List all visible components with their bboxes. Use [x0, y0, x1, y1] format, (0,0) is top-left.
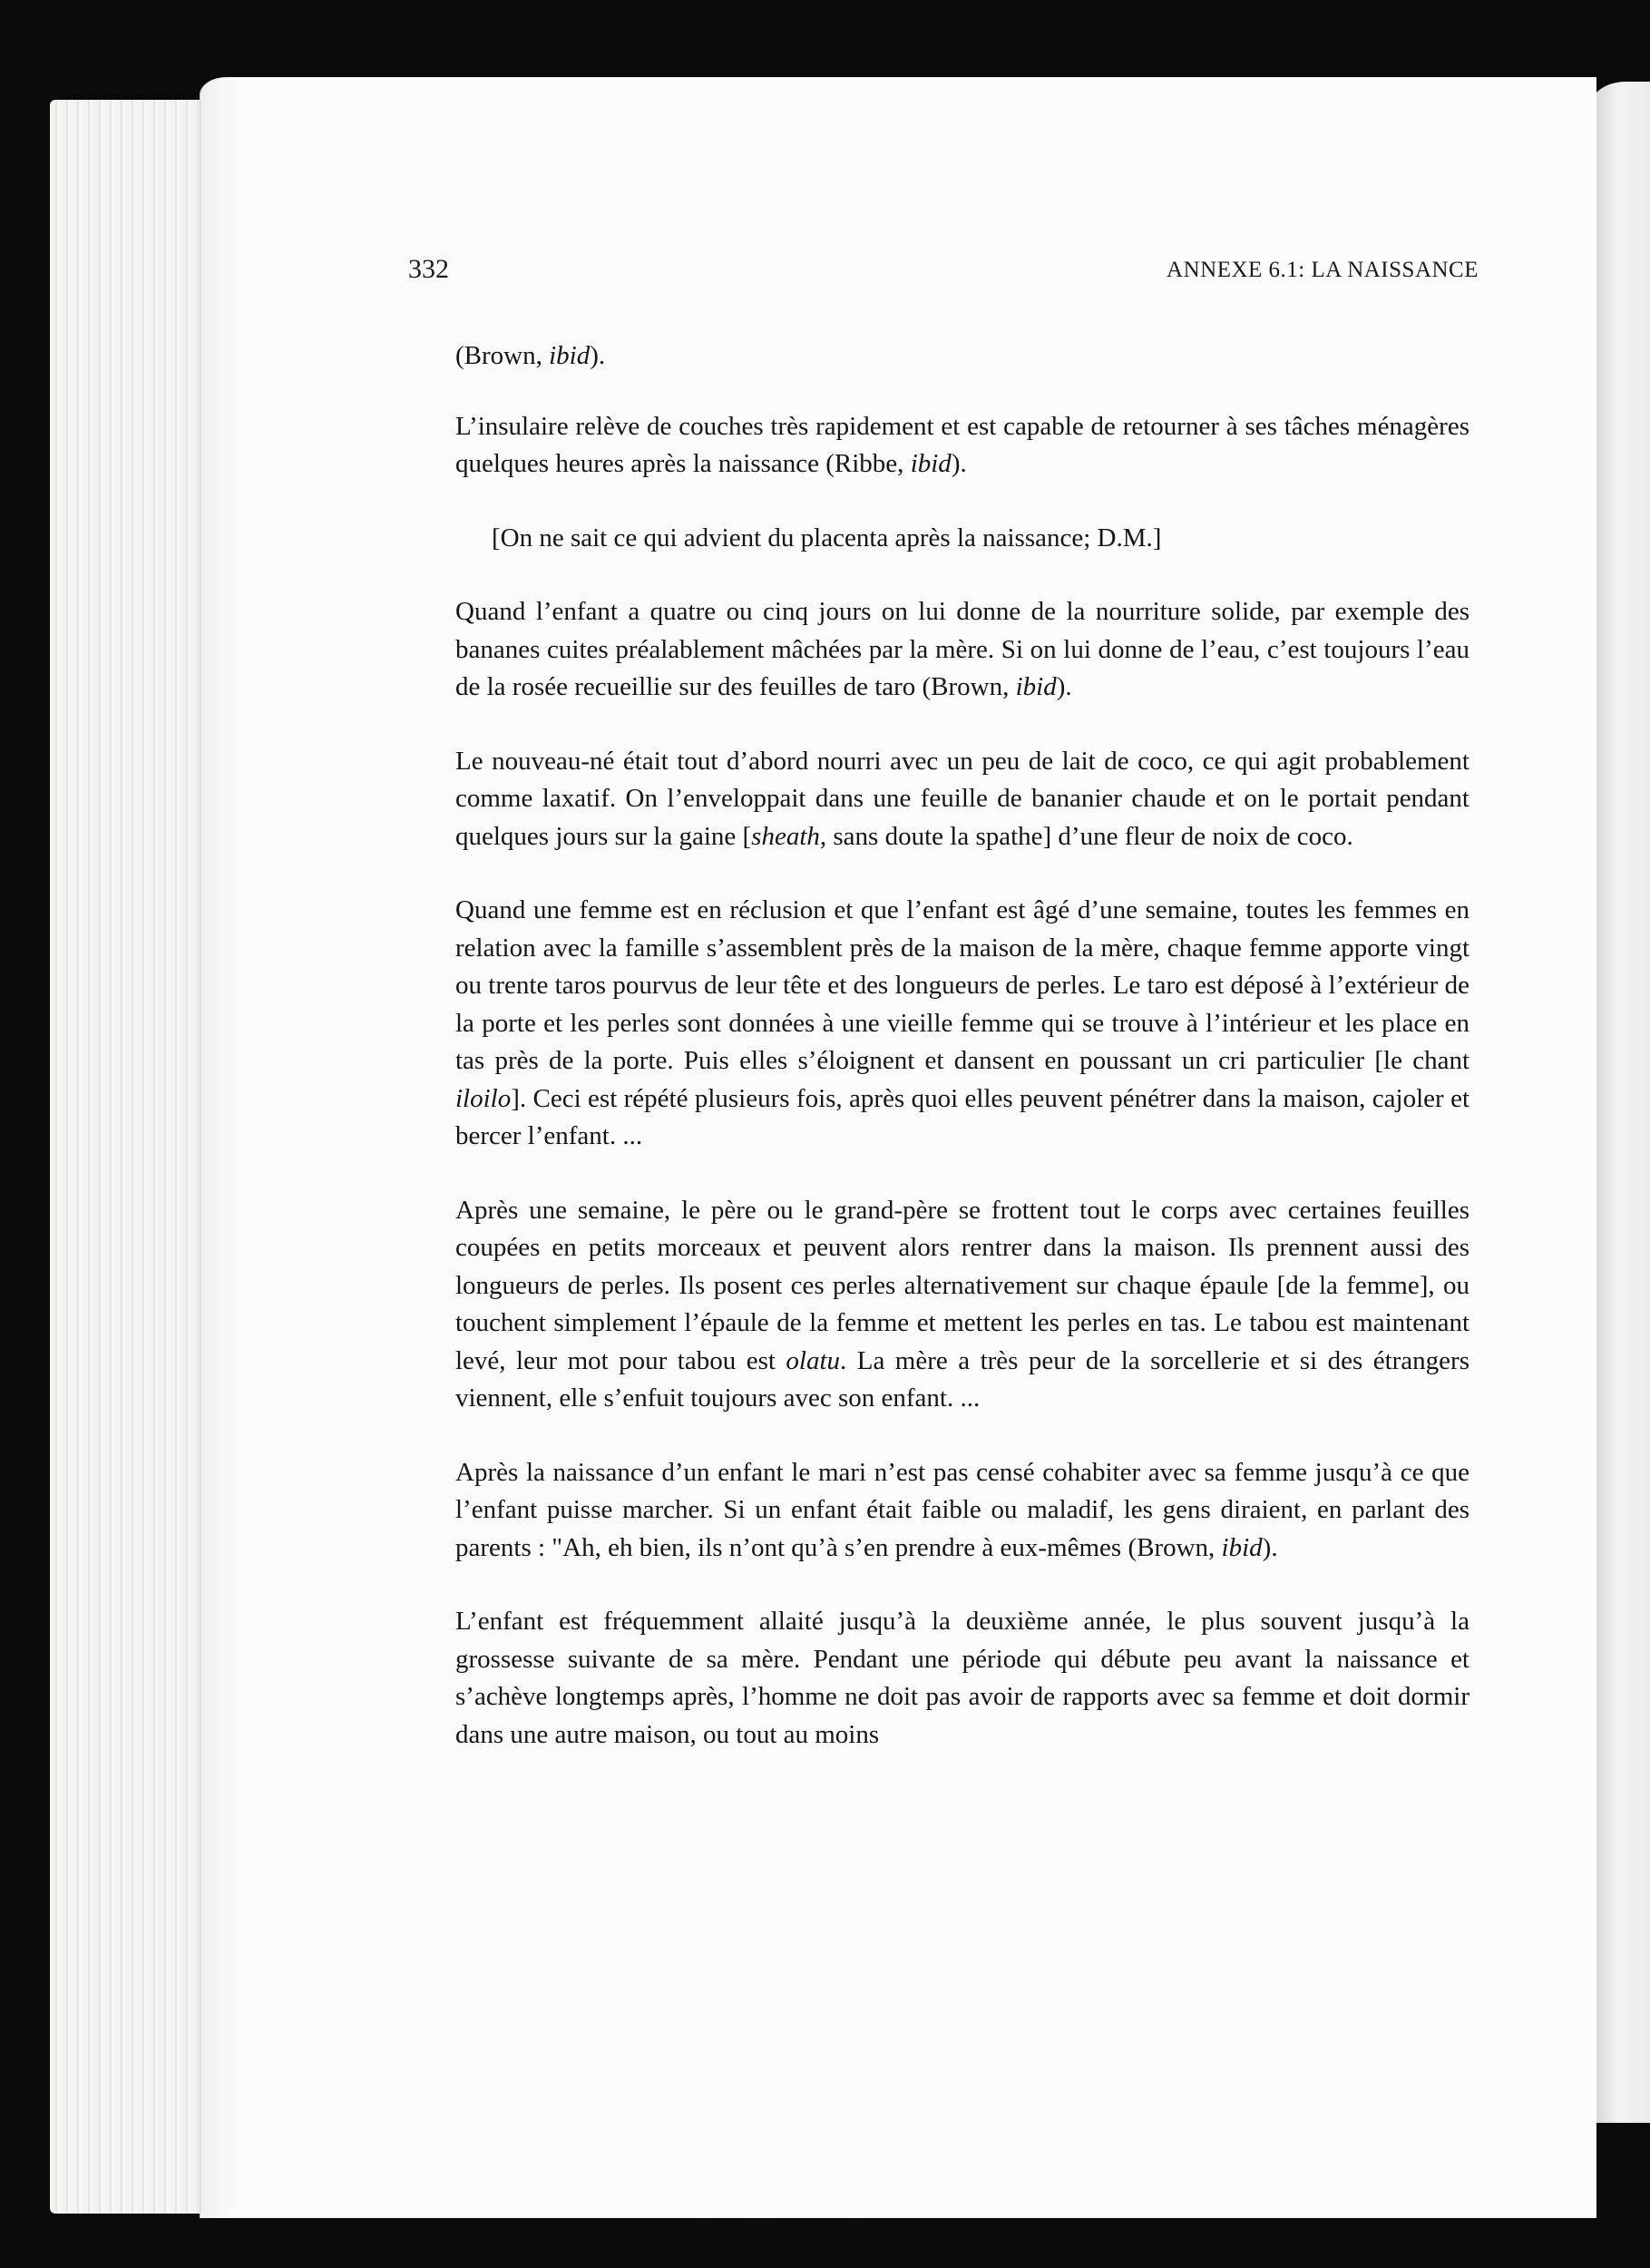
- paragraph: Après la naissance d’un enfant le mari n’est pas censé cohabiter avec sa femme jusqu’à ce que l’enfant puisse marcher. Si un enfant était faible ou maladif, les gens diraient, en parlant des parents : "Ah, eh bien, ils n’ont qu’à s’en prendre à eux-mêmes (Brown, ibid).: [455, 1457, 1469, 1562]
- page-number: 332: [408, 254, 449, 284]
- running-head: ANNEXE 6.1: LA NAISSANCE: [1167, 258, 1479, 282]
- editor-note: [On ne sait ce qui advient du placenta après la naissance; D.M.]: [492, 523, 1162, 552]
- paragraph: L’enfant est fréquemment allaité jusqu’à la deuxième année, le plus souvent jusqu’à la grossesse suivante de sa mère. Pendant une période qui débute peu avant la naissance et s’achève longtemps après, l’homme ne doit pas avoir de rapports avec sa femme et doit dormir dans une autre maison, ou tout au moins: [455, 1607, 1469, 1749]
- paragraph: L’insulaire relève de couches très rapidement et est capable de retourner à ses tâches ménagères quelques heures après la naissance (Ribbe, ibid).: [455, 411, 1469, 478]
- paragraph: Le nouveau-né était tout d’abord nourri avec un peu de lait de coco, ce qui agit probablement comme laxatif. On l’enveloppait dans une feuille de bananier chaude et on le portait pendant quelques jours sur la gaine [sheath, sans doute la spathe] d’une fleur de noix de coco.: [455, 746, 1469, 851]
- body-text: [455, 337, 1469, 1790]
- paragraph: (Brown, ibid).: [455, 341, 606, 370]
- facing-page-edge: [1589, 82, 1650, 2123]
- paragraph: Après une semaine, le père ou le grand-père se frottent tout le corps avec certaines feuilles coupées en petits morceaux et peuvent alors rentrer dans la maison. Ils prennent aussi des longueurs de perles. Ils posent ces perles alternativement sur chaque épaule [de la femme], ou touchent simplement l’épaule de la femme et mettent les perles en tas. Le tabou est maintenant levé, leur mot pour tabou est olatu. La mère a très peur de la sorcellerie et si des étrangers viennent, elle s’enfuit toujours avec son enfant. ...: [455, 1195, 1469, 1413]
- paragraph: Quand l’enfant a quatre ou cinq jours on lui donne de la nourriture solide, par exemple des bananes cuites préalablement mâchées par la mère. Si on lui donne de l’eau, c’est toujours l’eau de la rosée recueillie sur des feuilles de taro (Brown, ibid).: [455, 597, 1469, 701]
- page-header: [408, 254, 1479, 290]
- paragraph: Quand une femme est en réclusion et que l’enfant est âgé d’une semaine, toutes les femmes en relation avec la famille s’assemblent près de la maison de la mère, chaque femme apporte vingt ou trente taros pourvus de leur tête et des longueurs de perles. Le taro est déposé à l’extérieur de la porte et les perles sont données à une vieille femme qui se trouve à l’intérieur et les place en tas près de la porte. Puis elles s’éloignent et dansent en poussant un cri particulier [le chant iloilo]. Ceci est répété plusieurs fois, après quoi elles peuvent pénétrer dans la maison, cajoler et bercer l’enfant. ...: [455, 895, 1469, 1150]
